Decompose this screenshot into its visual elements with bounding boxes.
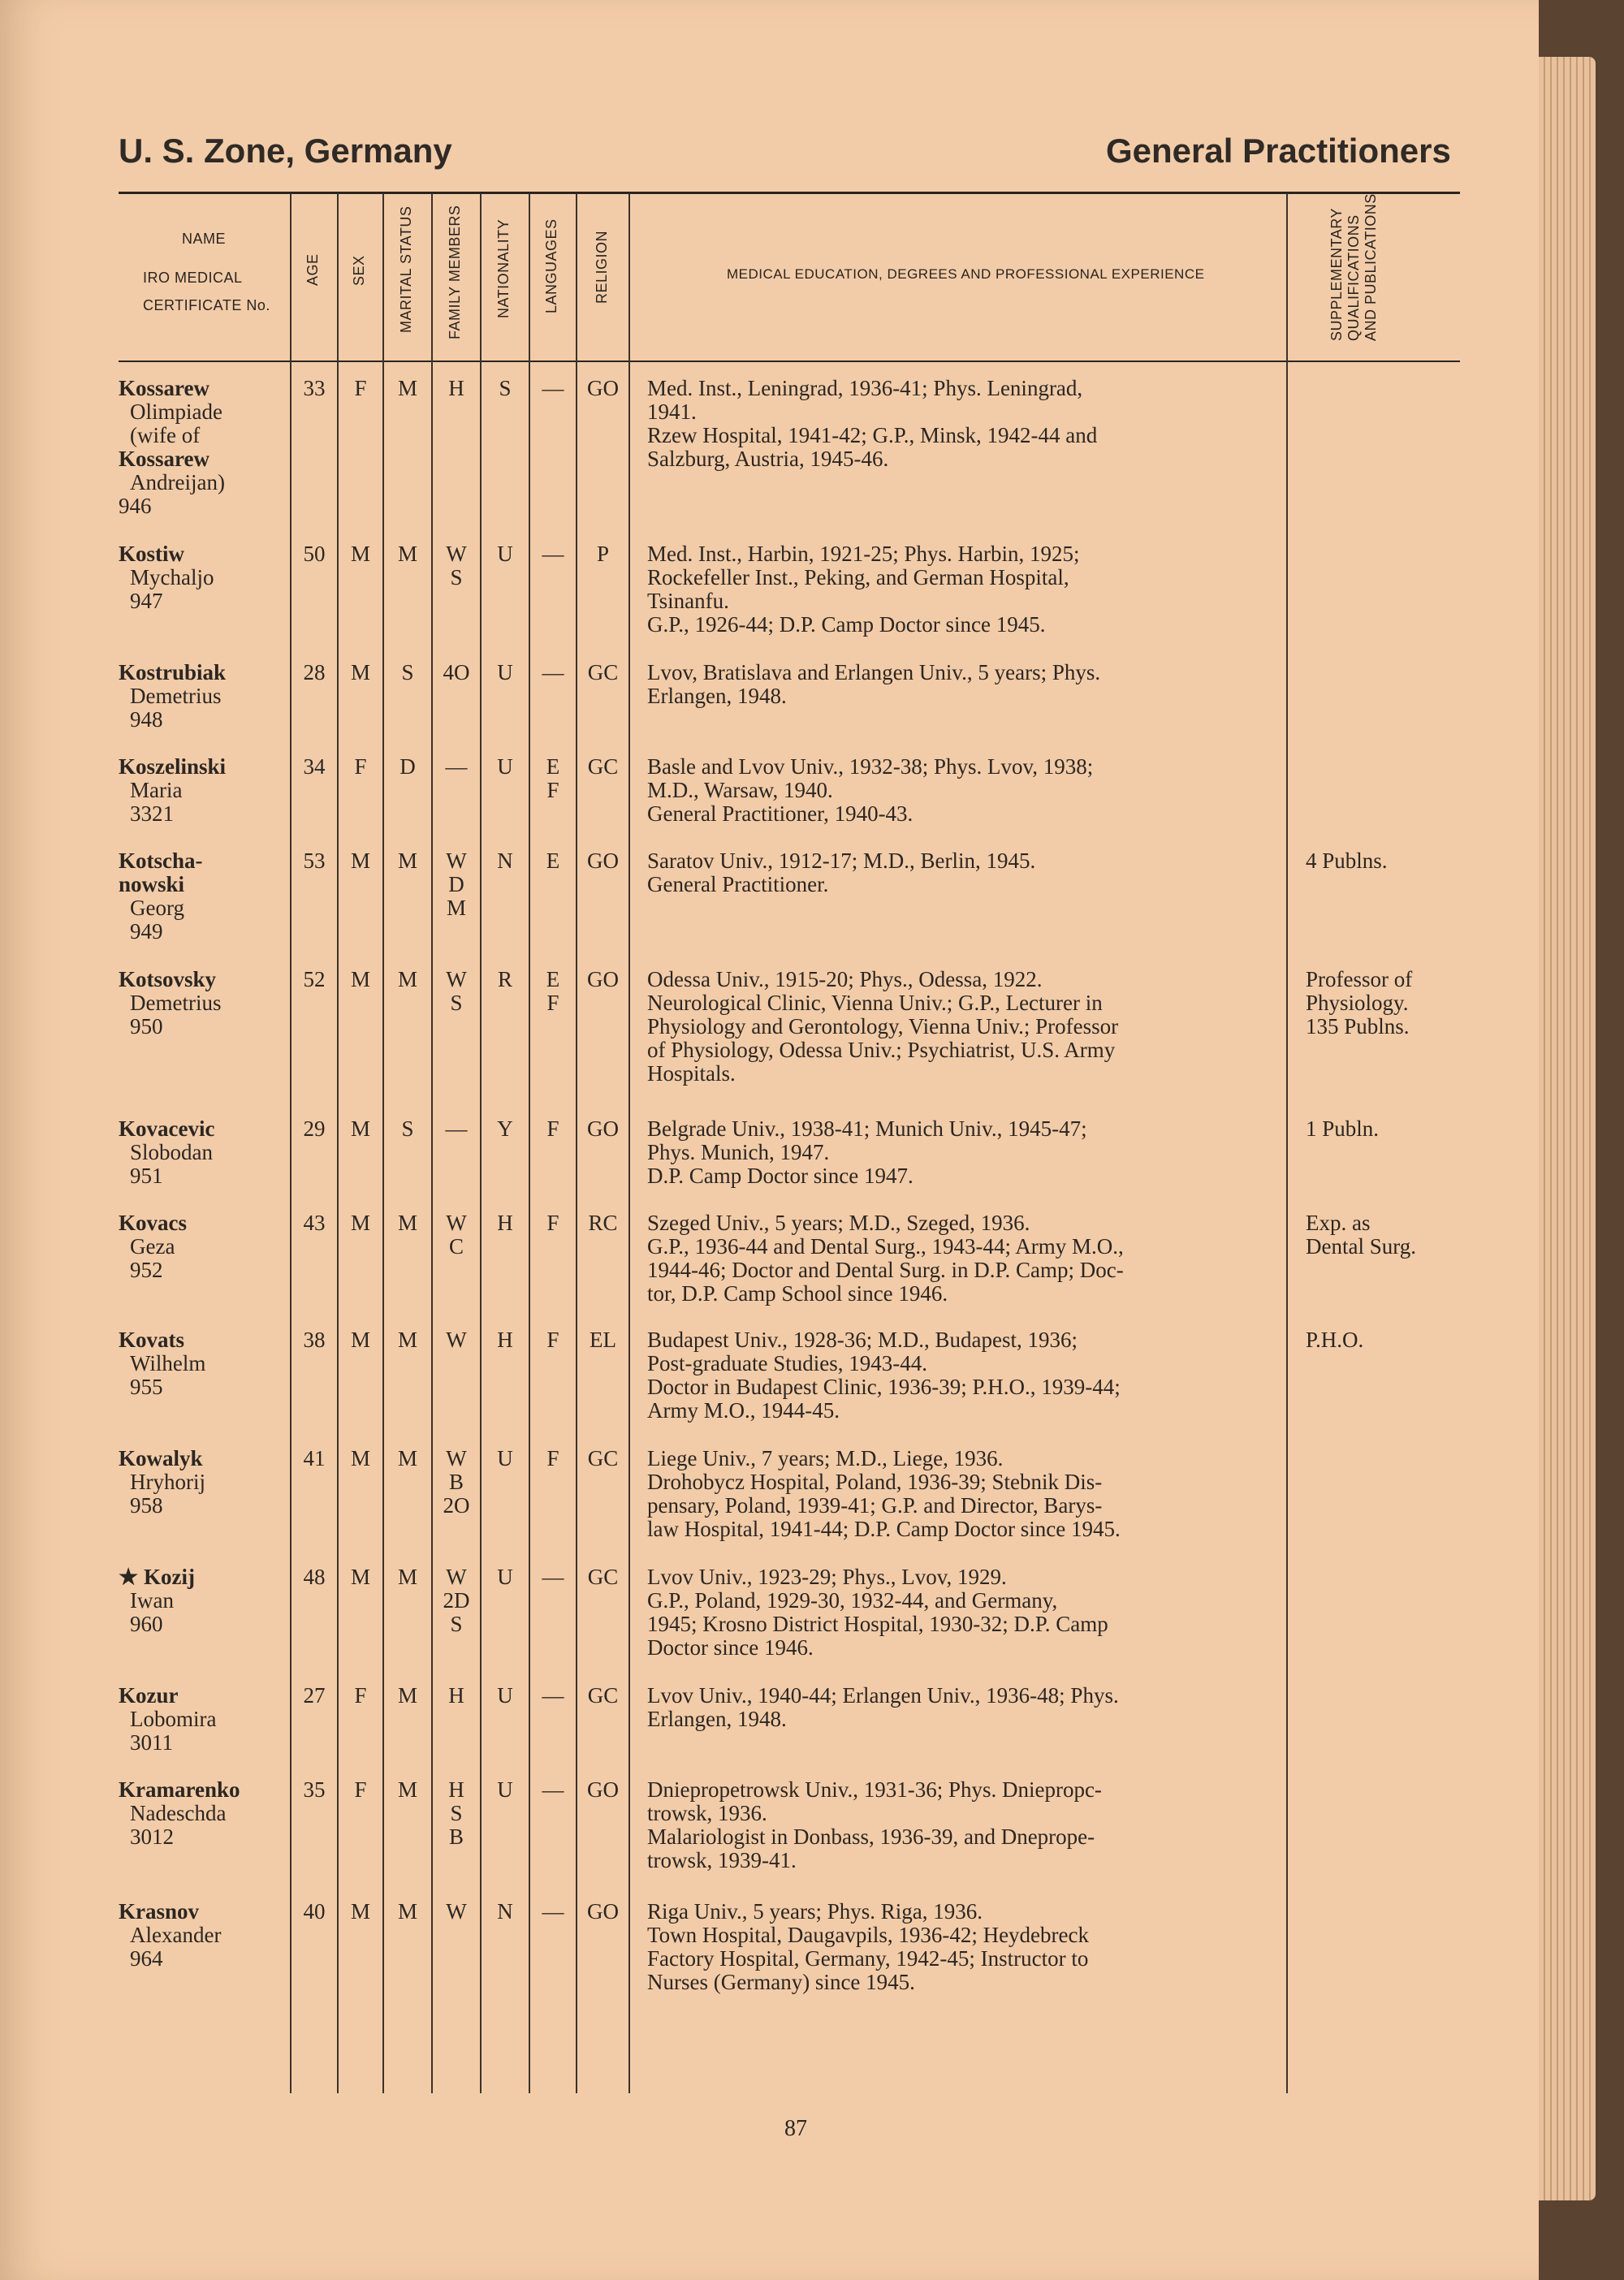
certificate-no: 949 (130, 919, 163, 944)
languages: F (546, 1211, 559, 1235)
family-members: — (445, 1116, 468, 1141)
surname: Krasnov (119, 1899, 200, 1924)
surname: Kramarenko (119, 1777, 240, 1802)
family-members: W B 2O (443, 1446, 470, 1518)
sex: M (350, 1116, 370, 1141)
nationality: U (497, 754, 513, 779)
religion: GC (587, 1683, 619, 1708)
col-head-sex: SEX (351, 255, 367, 286)
age: 27 (303, 1683, 326, 1708)
family-members: W (446, 1328, 467, 1352)
column-divider (576, 193, 577, 2093)
certificate-no: 952 (130, 1258, 163, 1282)
education: Basle and Lvov Univ., 1932-38; Phys. Lvov, 1938; M.D., Warsaw, 1940. General Practitioner, 1940-43. (647, 754, 1094, 826)
certificate-no: 960 (130, 1612, 163, 1636)
education: Budapest Univ., 1928-36; M.D., Budapest, 1936; Post-graduate Studies, 1943-44. Doctor in Budapest Clinic, 1936-39; P.H.O., 1939-44; Army M.O., 1944-45. (647, 1328, 1121, 1423)
marital-status: M (397, 542, 417, 566)
family-members: W S (446, 967, 467, 1015)
marital-status: M (397, 1683, 417, 1708)
nationality: U (497, 660, 513, 684)
sex: M (350, 542, 370, 566)
column-divider (337, 193, 339, 2093)
sex: F (354, 1777, 367, 1802)
col-head-religion: RELIGION (594, 230, 610, 304)
religion: GC (587, 754, 619, 779)
col-head-supplementary: SUPPLEMENTARY QUALIFICATIONS AND PUBLICATIONS (1328, 193, 1379, 341)
column-header-rule (119, 361, 1460, 362)
surname: Kovats (119, 1328, 184, 1352)
surname: Kozur (119, 1683, 179, 1708)
religion: GO (587, 1899, 619, 1924)
age: 38 (303, 1328, 326, 1352)
supplementary: Exp. as Dental Surg. (1306, 1211, 1416, 1259)
nationality: Y (497, 1116, 513, 1141)
entry-name: Kozur Lobomira 3011 (119, 1684, 281, 1755)
surname: Kowalyk (119, 1446, 203, 1470)
education: Dniepropetrowsk Univ., 1931-36; Phys. Dniepropc- trowsk, 1936. Malariologist in Donbass, 1936-39, and Dneprope- trowsk, 1939-41. (647, 1777, 1102, 1872)
header-rule (119, 192, 1460, 194)
education: Lvov Univ., 1940-44; Erlangen Univ., 1936-48; Phys. Erlangen, 1948. (647, 1683, 1119, 1731)
surname: Kossarew (119, 376, 209, 400)
column-divider (290, 193, 292, 2093)
marital-status: M (397, 967, 417, 991)
age: 52 (303, 967, 326, 991)
supplementary: 4 Publns. (1306, 849, 1388, 873)
column-divider (382, 193, 384, 2093)
marital-status: M (397, 1328, 417, 1352)
page-header-right: General Practitioners (1106, 132, 1451, 170)
certificate-no: 948 (130, 707, 163, 732)
col-head-age: AGE (304, 253, 321, 286)
sex: M (350, 967, 370, 991)
education: Saratov Univ., 1912-17; M.D., Berlin, 1945. General Practitioner. (647, 849, 1036, 896)
religion: GC (587, 660, 619, 684)
sex: F (354, 376, 367, 400)
certificate-no: 955 (130, 1375, 163, 1399)
family-members: W 2D S (443, 1565, 470, 1636)
certificate-no: 947 (130, 589, 163, 613)
age: 33 (303, 376, 326, 400)
certificate-no: 3321 (130, 801, 174, 826)
age: 48 (303, 1565, 326, 1589)
nationality: U (497, 1565, 513, 1589)
sex: M (350, 1565, 370, 1589)
age: 28 (303, 660, 326, 684)
languages: E F (546, 967, 560, 1015)
entry-name: Kovats Wilhelm 955 (119, 1328, 281, 1399)
surname: Koszelinski (119, 754, 227, 779)
religion: P (596, 542, 610, 566)
languages: — (542, 1565, 564, 1589)
languages: F (546, 1328, 559, 1352)
education: Riga Univ., 5 years; Phys. Riga, 1936. Town Hospital, Daugavpils, 1936-42; Heydebreck Factory Hospital, Germany, 1942-45; Instructor to Nurses (Germany) since 1945. (647, 1899, 1089, 1994)
certificate-no: 958 (130, 1493, 163, 1518)
family-members: H (448, 1683, 464, 1708)
marital-status: M (397, 1777, 417, 1802)
religion: GO (587, 376, 619, 400)
family-members: — (445, 754, 468, 779)
education: Lvov, Bratislava and Erlangen Univ., 5 years; Phys. Erlangen, 1948. (647, 660, 1101, 708)
family-members: H (448, 376, 464, 400)
nationality: H (497, 1211, 513, 1235)
marital-status: M (397, 1211, 417, 1235)
family-members: W (446, 1899, 467, 1924)
col-head-family: FAMILY MEMBERS (447, 205, 463, 339)
nationality: N (497, 1899, 513, 1924)
sex: M (350, 660, 370, 684)
age: 34 (303, 754, 326, 779)
entry-name: ★ Kozij Iwan 960 (119, 1565, 281, 1636)
supplementary: P.H.O. (1306, 1328, 1364, 1352)
languages: E F (546, 754, 560, 802)
nationality: U (497, 1683, 513, 1708)
languages: F (546, 1116, 559, 1141)
age: 35 (303, 1777, 326, 1802)
entry-name: Kovacevic Slobodan 951 (119, 1117, 281, 1188)
entry-name: Kostiw Mychaljo 947 (119, 542, 281, 613)
religion: RC (588, 1211, 618, 1235)
marital-status: S (401, 1116, 414, 1141)
sex: M (350, 1328, 370, 1352)
entry-name: Krasnov Alexander 964 (119, 1900, 281, 1971)
col-head-iro: IRO MEDICAL (143, 270, 243, 286)
column-divider (628, 193, 630, 2093)
education: Lvov Univ., 1923-29; Phys., Lvov, 1929. G.P., Poland, 1929-30, 1932-44, and Germany, 1945; Krosno District Hospital, 1930-32; D.P. Camp Doctor since 1946. (647, 1565, 1108, 1660)
education: Szeged Univ., 5 years; M.D., Szeged, 1936. G.P., 1936-44 and Dental Surg., 1943-44; Army M.O., 1944-46; Doctor and Dental Surg. in D.P. Camp; Doc- tor, D.P. Camp School since 1946. (647, 1211, 1124, 1306)
age: 53 (303, 849, 326, 873)
age: 40 (303, 1899, 326, 1924)
surname: Kotscha- (119, 849, 203, 873)
languages: F (546, 1446, 559, 1470)
languages: — (542, 1899, 564, 1924)
religion: GO (587, 1777, 619, 1802)
certificate-no: 3012 (130, 1824, 174, 1849)
nationality: H (497, 1328, 513, 1352)
entry-name: Kowalyk Hryhorij 958 (119, 1447, 281, 1518)
religion: GO (587, 1116, 619, 1141)
entry-name: Kramarenko Nadeschda 3012 (119, 1778, 281, 1849)
marital-status: M (397, 1899, 417, 1924)
entry-name: Kostrubiak Demetrius 948 (119, 661, 281, 732)
religion: GO (587, 967, 619, 991)
supplementary: Professor of Physiology. 135 Publns. (1306, 967, 1413, 1039)
family-members: W S (446, 542, 467, 589)
education: Med. Inst., Harbin, 1921-25; Phys. Harbin, 1925; Rockefeller Inst., Peking, and German Hospital, Tsinanfu. G.P., 1926-44; D.P. Camp Doctor since 1945. (647, 542, 1080, 637)
sex: M (350, 1446, 370, 1470)
page-header-left: U. S. Zone, Germany (119, 132, 452, 170)
entry-name: Kotsovsky Demetrius 950 (119, 968, 281, 1039)
nationality: U (497, 542, 513, 566)
certificate-no: 3011 (130, 1730, 173, 1755)
entry-name: Koszelinski Maria 3321 (119, 755, 281, 826)
certificate-no: 950 (130, 1014, 163, 1039)
entry-name: Kossarew Olimpiade (wife of Kossarew Andreijan) 946 (119, 377, 281, 518)
languages: — (542, 1683, 564, 1708)
surname: ★ Kozij (119, 1565, 195, 1589)
sex: F (354, 754, 367, 779)
languages: — (542, 542, 564, 566)
surname: Kostiw (119, 542, 184, 566)
column-divider (480, 193, 482, 2093)
languages: — (542, 376, 564, 400)
marital-status: M (397, 1446, 417, 1470)
education: Med. Inst., Leningrad, 1936-41; Phys. Leningrad, 1941. Rzew Hospital, 1941-42; G.P., Minsk, 1942-44 and Salzburg, Austria, 1945-46. (647, 376, 1098, 471)
family-members: W D M (446, 849, 467, 920)
education: Liege Univ., 7 years; M.D., Liege, 1936. Drohobycz Hospital, Poland, 1936-39; Stebnik Dis- pensary, Poland, 1939-41; G.P. and Director, Barys- law Hospital, 1941-44; D.P. Camp Doctor since 1945. (647, 1446, 1121, 1541)
sex: M (350, 1211, 370, 1235)
marital-status: M (397, 1565, 417, 1589)
nationality: S (499, 376, 512, 400)
education: Odessa Univ., 1915-20; Phys., Odessa, 1922. Neurological Clinic, Vienna Univ.; G.P., Lecturer in Physiology and Gerontology, Vienna Univ.; Professor of Physiology, Odessa Univ.; Psychiatrist, U.S. Army Hospitals. (647, 967, 1119, 1086)
certificate-no: 946 (119, 494, 152, 518)
supplementary: 1 Publn. (1306, 1116, 1380, 1141)
col-head-languages: LANGUAGES (543, 218, 559, 313)
religion: EL (590, 1328, 616, 1352)
col-head-marital: MARITAL STATUS (398, 205, 414, 333)
education: Belgrade Univ., 1938-41; Munich Univ., 1945-47; Phys. Munich, 1947. D.P. Camp Doctor since 1947. (647, 1116, 1087, 1188)
surname: Kovacs (119, 1211, 187, 1235)
book-page-edges (1539, 57, 1596, 2200)
marital-status: M (397, 849, 417, 873)
entry-name: Kovacs Geza 952 (119, 1211, 281, 1282)
surname: Kovacevic (119, 1116, 215, 1141)
languages: — (542, 660, 564, 684)
marital-status: M (397, 376, 417, 400)
nationality: R (497, 967, 512, 991)
nationality: U (497, 1777, 513, 1802)
col-head-name: NAME (182, 231, 227, 247)
surname: Kotsovsky (119, 967, 217, 991)
col-head-nationality: NATIONALITY (495, 218, 512, 318)
sex: F (354, 1683, 367, 1708)
family-members: H S B (448, 1777, 464, 1849)
age: 50 (303, 542, 326, 566)
nationality: N (497, 849, 513, 873)
page-number: 87 (784, 2116, 807, 2141)
age: 29 (303, 1116, 326, 1141)
languages: — (542, 1777, 564, 1802)
religion: GC (587, 1446, 619, 1470)
sex: M (350, 849, 370, 873)
marital-status: D (400, 754, 416, 779)
sex: M (350, 1899, 370, 1924)
nationality: U (497, 1446, 513, 1470)
languages: E (546, 849, 560, 873)
age: 43 (303, 1211, 326, 1235)
certificate-no: 964 (130, 1946, 163, 1971)
entry-name: Kotscha- nowski Georg 949 (119, 849, 281, 944)
family-members: W C (446, 1211, 467, 1259)
col-head-cert: CERTIFICATE No. (143, 297, 270, 313)
religion: GO (587, 849, 619, 873)
age: 41 (303, 1446, 326, 1470)
certificate-no: 951 (130, 1164, 163, 1188)
family-members: 4O (443, 660, 470, 684)
marital-status: S (401, 660, 414, 684)
column-divider (1286, 193, 1288, 2093)
surname: Kostrubiak (119, 660, 227, 684)
column-divider (529, 193, 530, 2093)
col-head-education: MEDICAL EDUCATION, DEGREES AND PROFESSIONAL EXPERIENCE (727, 266, 1205, 282)
religion: GC (587, 1565, 619, 1589)
